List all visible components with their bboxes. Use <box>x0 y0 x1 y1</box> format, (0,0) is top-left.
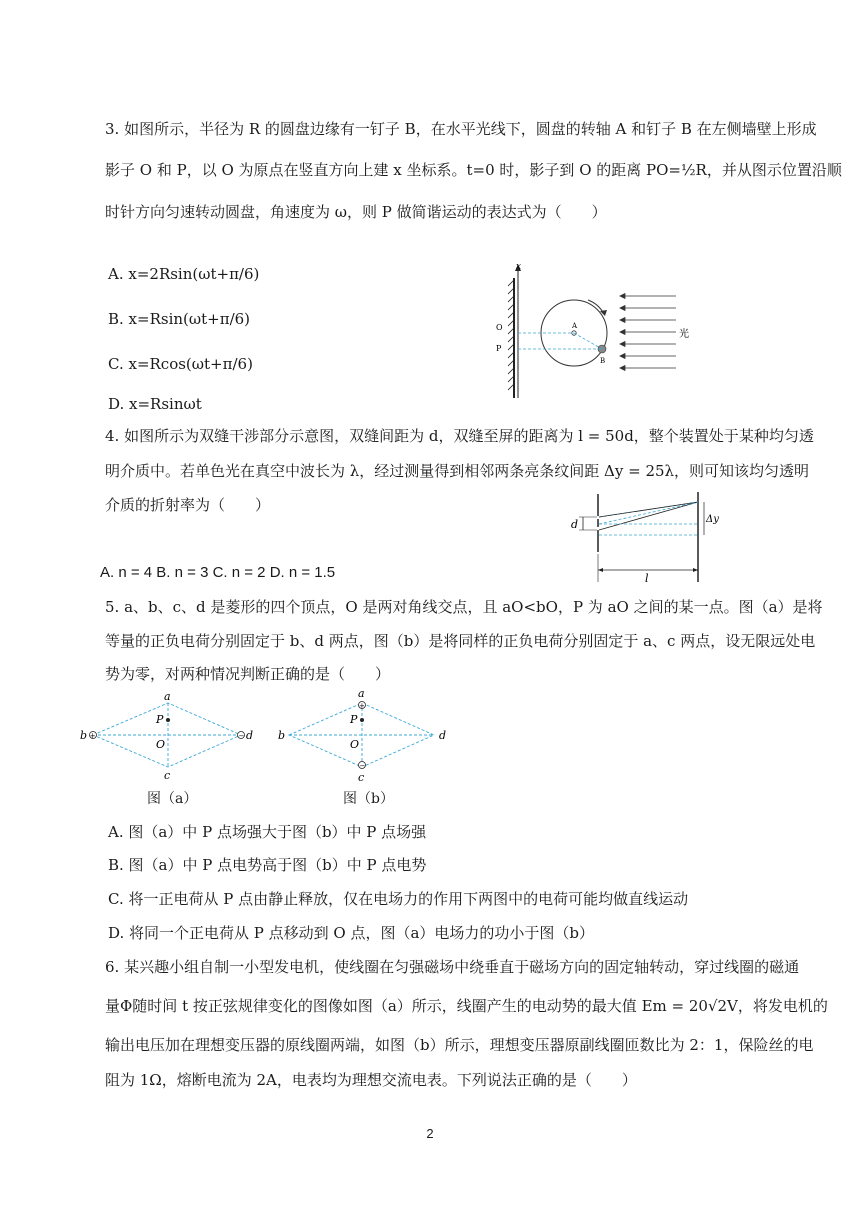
q4-line-1: 4. 如图所示为双缝干涉部分示意图，双缝间距为 d，双缝至屏的距离为 l = 50d，整个装置处于某种均匀透 <box>105 427 814 445</box>
q3-label-a: A <box>572 322 578 330</box>
q3-light-label: 光 <box>679 329 689 340</box>
q5a-label-a: a <box>164 690 171 703</box>
q4-label-l: l <box>645 572 649 585</box>
q5b-label-a: a <box>358 687 365 700</box>
q4-options: A. n = 4 B. n = 3 C. n = 2 D. n = 1.5 <box>100 564 336 581</box>
q5-rhombus-figure-b <box>274 688 454 784</box>
q3-label-b: B <box>600 357 606 365</box>
q5b-label-d: d <box>439 729 447 742</box>
q5-caption-b: 图（b） <box>343 791 394 807</box>
q3-label-p: P <box>496 344 502 353</box>
q5a-label-o: O <box>156 738 166 751</box>
q3-line-2: 影子 O 和 P，以 O 为原点在竖直方向上建 x 坐标系。t=0 时，影子到 O 的距离 PO=½R，并从图示位置沿顺 <box>105 161 842 179</box>
q5b-label-b: b <box>278 729 286 742</box>
q5-option-d: D. 将同一个正电荷从 P 点移动到 O 点，图（a）电场力的功小于图（b） <box>108 924 595 942</box>
q5-line-2: 等量的正负电荷分别固定于 b、d 两点，图（b）是将同样的正负电荷分别固定于 a、c 两点，设无限远处电 <box>105 632 816 650</box>
q6-line-2: 量Φ随时间 t 按正弦规律变化的图像如图（a）所示，线圈产生的电动势的最大值 Em = 20√2V，将发电机的 <box>105 997 828 1015</box>
q5-option-a: A. 图（a）中 P 点场强大于图（b）中 P 点场强 <box>108 823 427 841</box>
q4-label-dy: Δy <box>706 514 719 525</box>
q4-line-2: 明介质中。若单色光在真空中波长为 λ，经过测量得到相邻两条亮条纹间距 Δy = 25λ，则可知该均匀透明 <box>105 462 810 480</box>
q5-option-b: B. 图（a）中 P 点电势高于图（b）中 P 点电势 <box>108 856 427 874</box>
q5-line-1: 5. a、b、c、d 是菱形的四个顶点，O 是两对角线交点，且 aO<bO，P 为 aO 之间的某一点。图（a）是将 <box>105 598 823 616</box>
q6-line-1: 6. 某兴趣小组自制一小型发电机，使线圈在匀强磁场中绕垂直于磁场方向的固定轴转动，穿过线圈的磁通 <box>105 958 800 976</box>
q3-option-a: A. x=2Rsin(ωt+π/6) <box>108 265 260 283</box>
q5a-label-c: c <box>164 769 171 782</box>
q5a-label-b: b <box>80 729 88 742</box>
svg-text:−: − <box>238 732 245 740</box>
q3-option-c: C. x=Rcos(ωt+π/6) <box>108 355 253 373</box>
q5-line-3: 势为零，对两种情况判断正确的是（ ） <box>105 665 391 683</box>
svg-text:+: + <box>89 732 96 740</box>
q5a-label-p: P <box>156 713 164 726</box>
q3-option-d: D. x=Rsinωt <box>108 395 202 413</box>
q5b-label-p: P <box>350 713 358 726</box>
q3-axis-label: x <box>516 262 522 272</box>
svg-text:−: − <box>359 762 366 770</box>
q5-caption-a: 图（a） <box>147 791 198 807</box>
q3-line-3: 时针方向匀速转动圆盘，角速度为 ω，则 P 做简谐运动的表达式为（ ） <box>105 203 607 221</box>
q5-option-c: C. 将一正电荷从 P 点由静止释放，仅在电场力的作用下两图中的电荷可能均做直线运动 <box>108 890 689 908</box>
q5b-label-o: O <box>350 738 360 751</box>
q4-double-slit-figure <box>565 490 719 590</box>
page-number: 2 <box>426 1126 434 1141</box>
q5b-label-c: c <box>358 771 365 784</box>
q6-line-4: 阻为 1Ω，熔断电流为 2A，电表均为理想交流电表。下列说法正确的是（ ） <box>105 1071 637 1089</box>
q3-label-o: O <box>496 323 503 332</box>
q3-option-b: B. x=Rsin(ωt+π/6) <box>108 310 251 328</box>
svg-text:+: + <box>359 702 365 710</box>
q5-rhombus-figure-a <box>78 688 258 784</box>
q4-label-d: d <box>571 518 579 531</box>
q3-disk-shadow-figure <box>488 258 708 408</box>
q4-line-3: 介质的折射率为（ ） <box>105 496 271 514</box>
q6-line-3: 输出电压加在理想变压器的原线圈两端，如图（b）所示，理想变压器原副线圈匝数比为 2：1，保险丝的电 <box>105 1036 814 1054</box>
q3-line-1: 3. 如图所示，半径为 R 的圆盘边缘有一钉子 B，在水平光线下，圆盘的转轴 A 和钉子 B 在左侧墙壁上形成 <box>105 120 817 138</box>
q5a-label-d: d <box>246 729 254 742</box>
